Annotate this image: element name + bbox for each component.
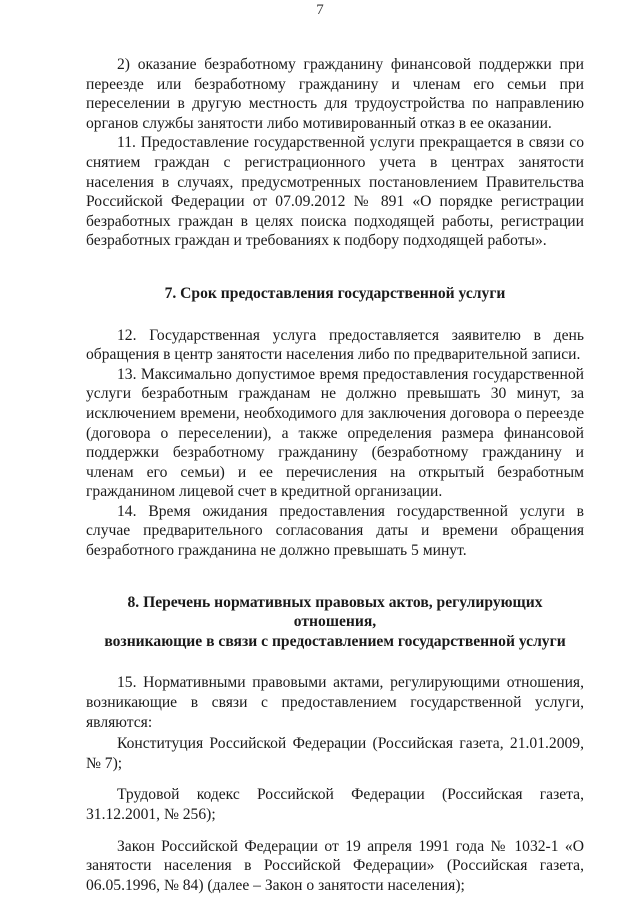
- intro-block: [86, 55, 584, 251]
- paragraph-15: 15. Нормативными правовыми актами, регулирующими отношения, возникающие в связи с предоставлением государственной услуги, являются:: [86, 674, 584, 731]
- document-body: [86, 55, 584, 895]
- section-7-body: [86, 326, 584, 561]
- paragraph-labor-code: Трудовой кодекс Российской Федерации (Российская газета, 31.12.2001, № 256);: [86, 786, 584, 823]
- section-8-heading: [86, 593, 584, 652]
- section-8-heading-line1: 8. Перечень нормативных правовых актов, регулирующих отношения,: [127, 593, 543, 631]
- section-8-heading-line2: возникающие в связи с предоставлением государственной услуги: [104, 632, 566, 650]
- section-8-body: [86, 673, 584, 895]
- paragraph-constitution: Конституция Российской Федерации (Российская газета, 21.01.2009, № 7);: [86, 735, 584, 772]
- paragraph-13: 13. Максимально допустимое время предоставления государственной услуги безработным гражданам не должно превышать 30 минут, за исключением времени, необходимого для заключения договора о переезде (договора о переселении), а также определения размера финансовой поддержки безработному гражданину (безработному гражданину и членам его семьи) и ее перечисления на открытый безработным гражданином лицевой счет в кредитной организации.: [86, 365, 584, 501]
- section-7-heading: 7. Срок предоставления государственной услуги: [164, 284, 506, 302]
- paragraph-employment-law: Закон Российской Федерации от 19 апреля 1991 года № 1032-1 «О занятости населения в Российской Федерации» (Российская газета, 06.05.1996, № 84) (далее – Закон о занятости населения);: [86, 837, 584, 894]
- paragraph-14: 14. Время ожидания предоставления государственной услуги в случае предварительного согласования даты и времени обращения безработного гражданина не должно превышать 5 минут.: [86, 502, 584, 560]
- paragraph-financial-support: 2) оказание безработному гражданину финансовой поддержки при переезде или безработному гражданину и членам его семьи при переселении в другую местность для трудоустройства по направлению органов службы занятости либо мотивированный отказ в ее оказании.: [86, 56, 584, 132]
- page-number: 7: [316, 2, 324, 18]
- paragraph-12: 12. Государственная услуга предоставляется заявителю в день обращения в центр занятости населения либо по предварительной записи.: [86, 326, 584, 364]
- paragraph-11: 11. Предоставление государственной услуги прекращается в связи со снятием граждан с регистрационного учета в центрах занятости населения в случаях, предусмотренных постановлением Правительства Российской Федерации от 07.09.2012 № 891 «О порядке регистрации безработных граждан в целях поиска подходящей работы, регистрации безработных граждан и требованиях к подбору подходящей работы».: [86, 134, 584, 250]
